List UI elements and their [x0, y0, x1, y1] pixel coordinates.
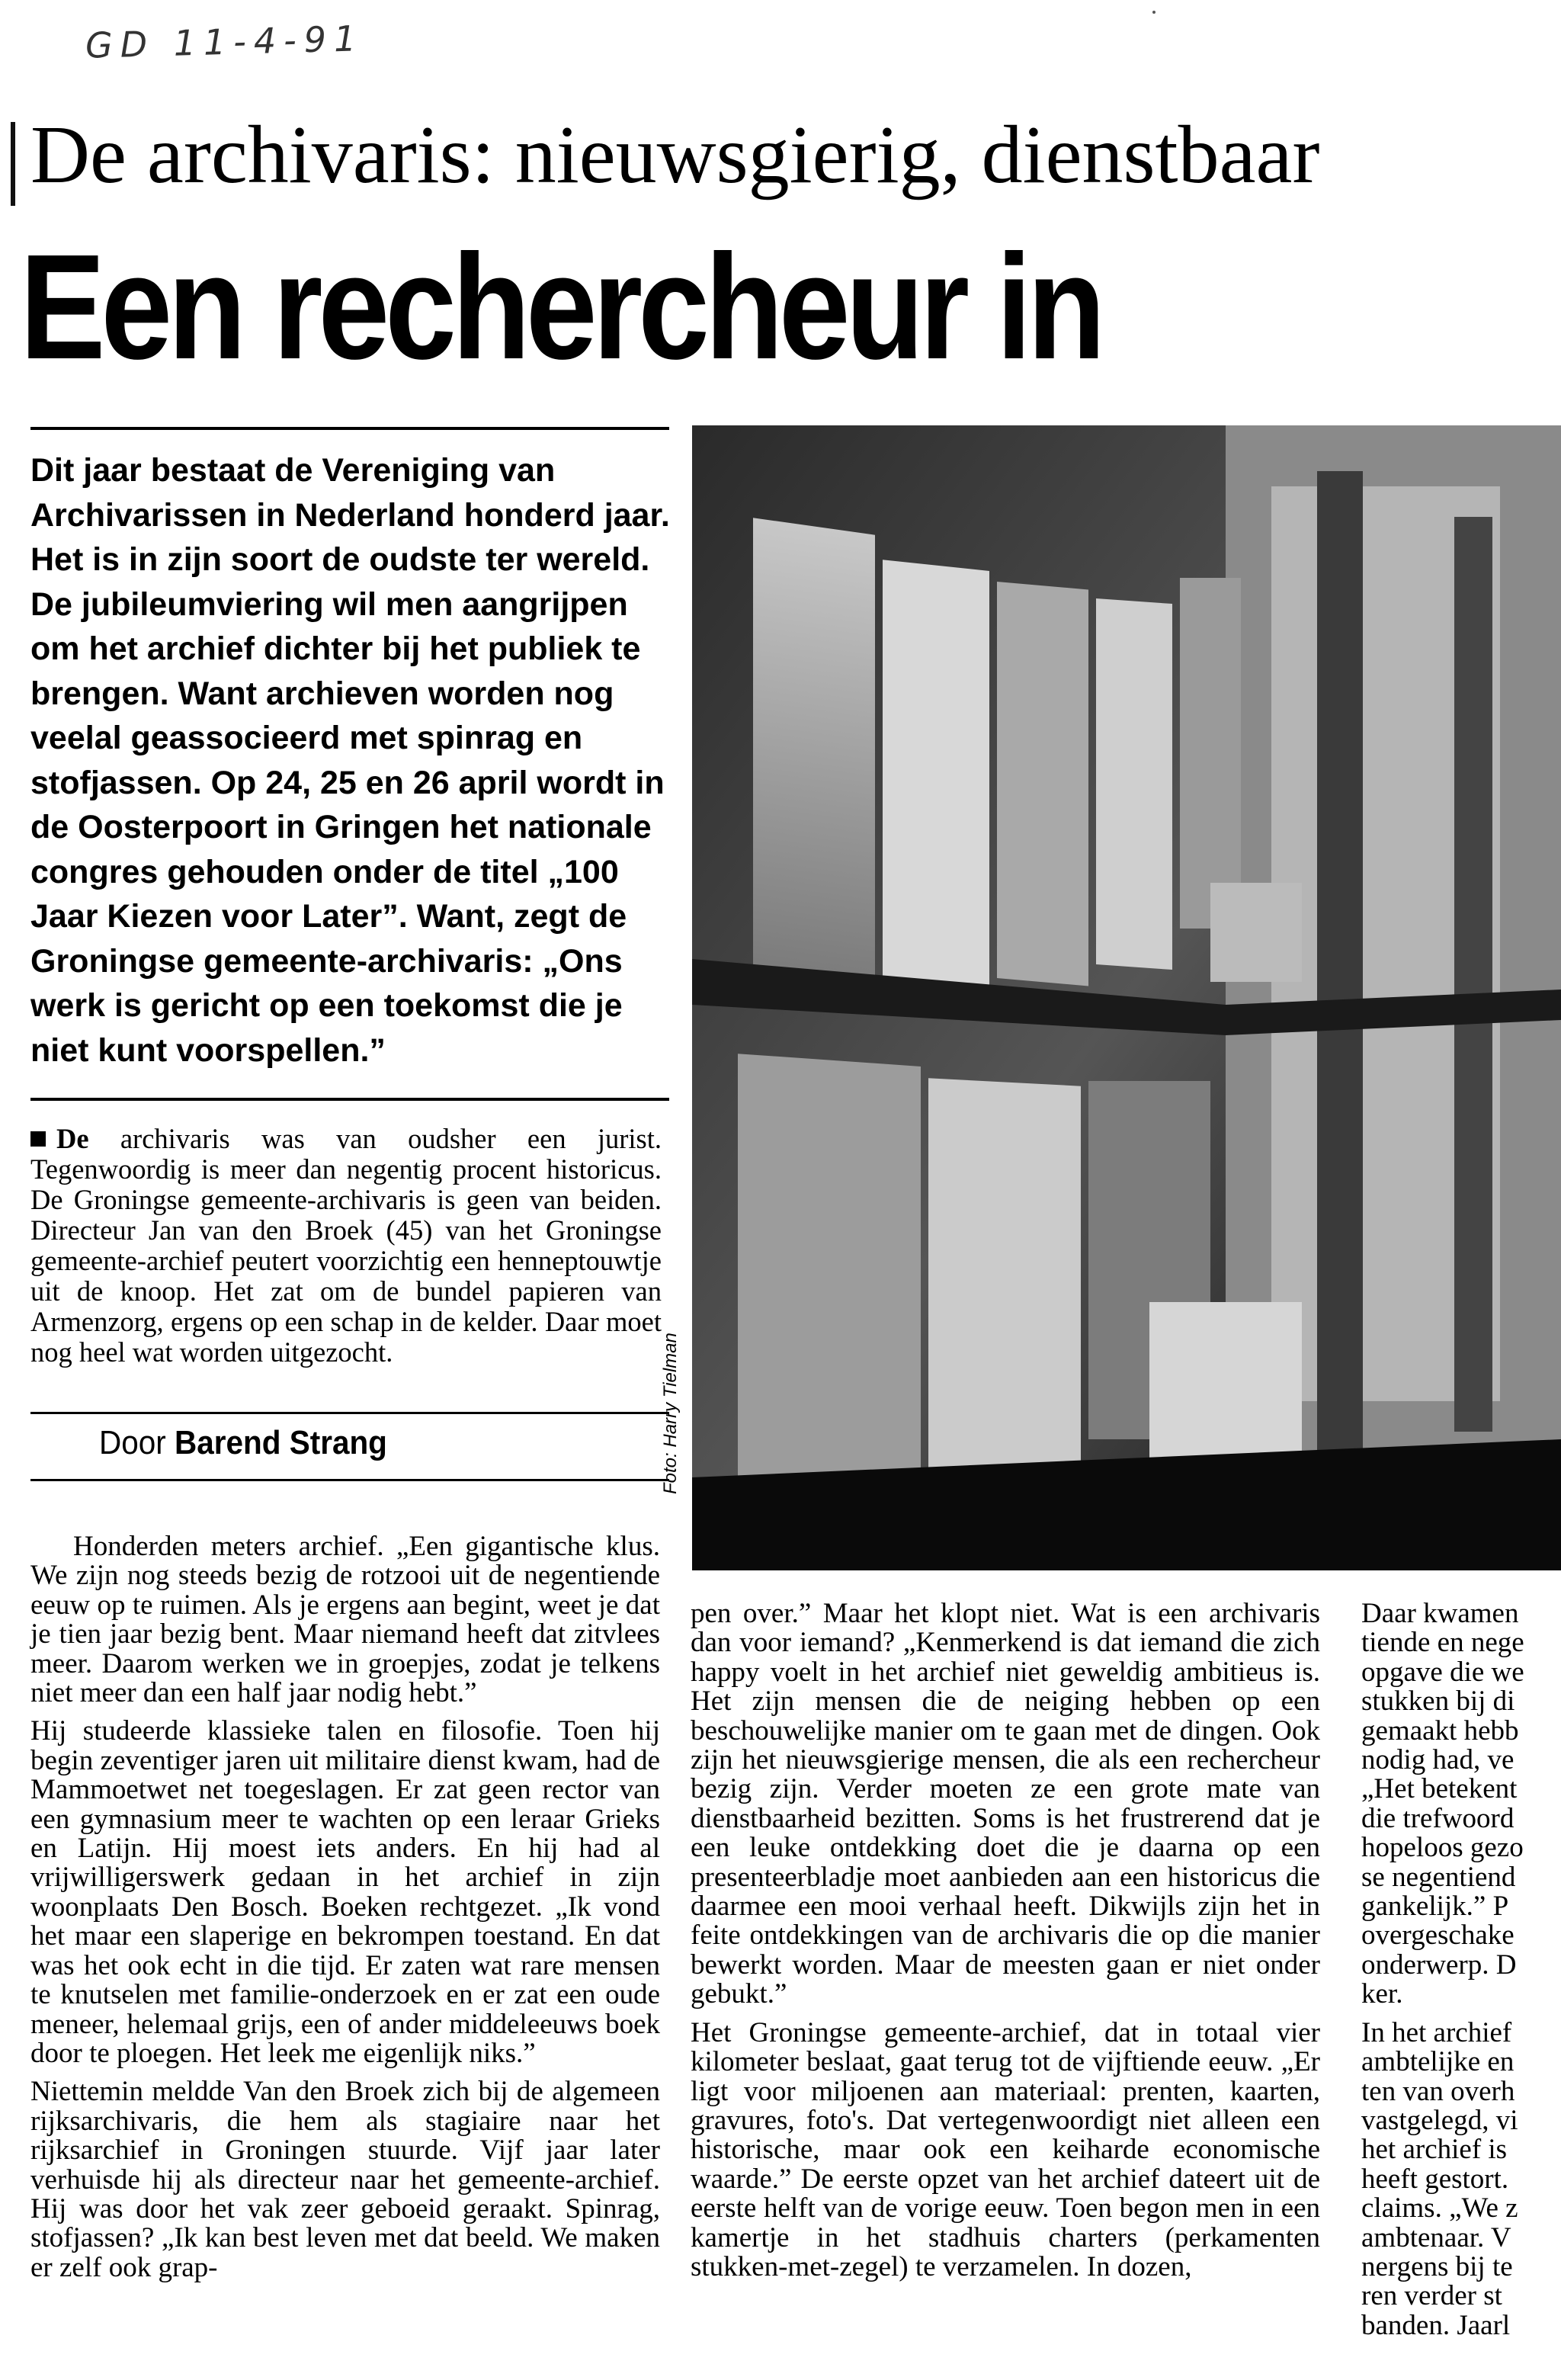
col2-paragraph: Het Groningse gemeente-archief, dat in totaal vier kilometer beslaat, gaat terug tot de vijftiende eeuw. „Er ligt voor miljoenen aan materiaal: prenten, kaarten, gravures, foto's. Dat vertegenwoordigt niet alleen een historische, maar ook een keiharde economische waarde.” De eerste opzet van het archief dateert uit de eerste helft van de vorige eeuw. Toen begon men in een kamertje in het stadhuis charters (perkamenten stukken-met-zegel) te verzamelen. In dozen,	[691, 2016, 1320, 2282]
col3-line: „Het betekent	[1361, 1773, 1518, 1805]
header-accent-bar	[11, 122, 15, 206]
byline-bottom-rule	[30, 1479, 669, 1481]
col3-line: ren verder st	[1361, 2280, 1502, 2312]
col3-line: nodig had, ve	[1361, 1744, 1515, 1776]
col3-line: gemaakt hebb	[1361, 1714, 1519, 1747]
col1-paragraph: Honderden meters archief. „Een gigantische klus. We zijn nog steeds bezig de rotzooi uit de negentiende eeuw op te ruimen. Als je ergens aan begint, weet je dat je tien jaar bezig bent. Maar niemand heeft dat zitvlees meer. Daarom werken we in groepjes, zodat je telkens niet meer dan een half jaar nodig hebt.”	[30, 1531, 660, 1709]
col3-line: vastgelegd, vi	[1361, 2104, 1518, 2136]
col3-line: gankelijk.” P	[1361, 1891, 1509, 1923]
col3-line: In het archief	[1361, 2016, 1512, 2048]
bullet-square-icon	[30, 1131, 46, 1147]
byline-author: Barend Strang	[175, 1424, 387, 1461]
body-column-3	[1361, 1599, 1561, 2340]
col3-line: ker.	[1361, 1978, 1403, 2010]
col3-line: stukken bij di	[1361, 1686, 1515, 1718]
headline: Een rechercheur in	[20, 223, 1101, 390]
col1-paragraph: Niettemin meldde Van den Broek zich bij de algemeen rijksarchivaris, die hem als stagiaire naar het rijksarchief in Groningen stuurde. Vijf jaar later verhuisde hij als directeur naar het gemeente-archief. Hij was door het vak zeer geboeid geraakt. Spinrag, stofjassen? „Ik kan best leven met dat beeld. We maken er zelf ook grap-	[30, 2076, 660, 2283]
col3-line: tiende en nege	[1361, 1627, 1524, 1659]
col3-line: ten van overh	[1361, 2075, 1515, 2107]
col3-line: ambtelijke en	[1361, 2046, 1515, 2078]
lead-text: archivaris was van oudsher een jurist. Tegenwoordig is meer dan negentig procent historicus. De Groningse gemeente-archivaris is geen van beiden. Directeur Jan van den Broek (45) van het Groningse gemeente-archief peutert voorzichtig een henneptouwtje uit de knoop. Het zat om de bundel papieren van Armenzorg, ergens op een schap in de kelder. Daar moet nog heel wat worden uitgezocht.	[30, 1123, 662, 1368]
col3-line: nergens bij te	[1361, 2250, 1513, 2282]
col3-line: Daar kwamen	[1361, 1599, 1519, 1629]
col3-line: claims. „We z	[1361, 2192, 1518, 2224]
col1-paragraph: Hij studeerde klassieke talen en filosofie. Toen hij begin zeventiger jaren uit militaire dienst kwam, had de Mammoetwet net toegeslagen. Er zat geen rector van een gymnasium meer te wachten op een leraar Grieks en Latijn. Hij moest iets anders. En hij had al vrijwilligerswerk gedaan in het archief in zijn woonplaats Den Bosch. Boeken rechtgezet. „Ik vond het maar een slaperige en bekrompen toestand. En dat was het ook echt in die tijd. Er zaten wat rare mensen te knutselen met familie-onderzoek en er zat een oude meneer, helemaal grijs, een of ander middeleeuws boek door te ploegen. Het leek me eigenlijk niks.”	[30, 1715, 660, 2069]
col3-line: ambtenaar. V	[1361, 2221, 1511, 2253]
intro-paragraph: Dit jaar bestaat de Vereniging van Archivarissen in Nederland honderd jaar. Het is in zijn soort de oudste ter wereld. De jubileumviering wil men aangrijpen om het archief dichter bij het publiek te brengen. Want archieven worden nog veelal geassocieerd met spinrag en stofjassen. Op 24, 25 en 26 april wordt in de Oosterpoort in Gringen het nationale congres gehouden onder de titel „100 Jaar Kiezen voor Later”. Want, zegt de Groningse gemeente-archivaris: „Ons werk is gericht op een toekomst die je niet kunt voorspellen.”	[30, 452, 670, 1069]
byline-prefix: Door	[99, 1424, 166, 1461]
body-column-2	[691, 1599, 1320, 2282]
col3-line: onderwerp. D	[1361, 1949, 1517, 1981]
col3-line: het archief is	[1361, 2134, 1508, 2166]
col3-line: die trefwoord	[1361, 1802, 1515, 1834]
kicker: De archivaris: nieuwsgierig, dienstbaar	[30, 110, 1320, 200]
col3-line: heeft gestort.	[1361, 2163, 1509, 2195]
lead-paragraph	[30, 1124, 662, 1368]
body-column-1	[30, 1532, 660, 2282]
byline	[99, 1424, 387, 1462]
scan-speck	[1152, 11, 1156, 14]
col3-line: hopeloos gezo	[1361, 1832, 1524, 1864]
photo-credit: Foto: Harry Tielman	[660, 1333, 681, 1494]
col3-line: banden. Jaarl	[1361, 2309, 1511, 2341]
col3-line: se negentiend	[1361, 1861, 1516, 1893]
archive-shelves-photo	[692, 425, 1561, 1570]
col3-line: opgave die we	[1361, 1656, 1524, 1688]
intro-bottom-rule	[30, 1098, 669, 1101]
intro-top-rule	[30, 427, 669, 430]
col3-line: overgeschake	[1361, 1920, 1515, 1952]
photo-illustration	[692, 425, 1561, 1570]
col2-paragraph: pen over.” Maar het klopt niet. Wat is een archivaris dan voor iemand? „Kenmerkend is dat iemand die zich happy voelt in het archief niet geweldig ambitieus is. Het zijn mensen die de neiging hebben op een beschouwelijke manier om te gaan met de dingen. Ook zijn het nieuwsgierige mensen, die als een rechercheur bezig zijn. Verder moeten ze een grote mate van dienstbaarheid bezitten. Soms is het frustrerend dat je een leuke ontdekking doet die je daarna op een presenteerbladje moet aanbieden aan een historicus die daarmee een mooi verhaal heeft. Dikwijls zijn het in feite ontdekkingen van de archivaris die op die manier bewerkt worden. Maar de meesten gaan er niet onder gebukt.”	[691, 1598, 1320, 2010]
lead-first-word: De	[56, 1123, 89, 1154]
byline-top-rule	[30, 1412, 669, 1414]
handwritten-date-note: GD 11-4-91	[85, 18, 364, 66]
